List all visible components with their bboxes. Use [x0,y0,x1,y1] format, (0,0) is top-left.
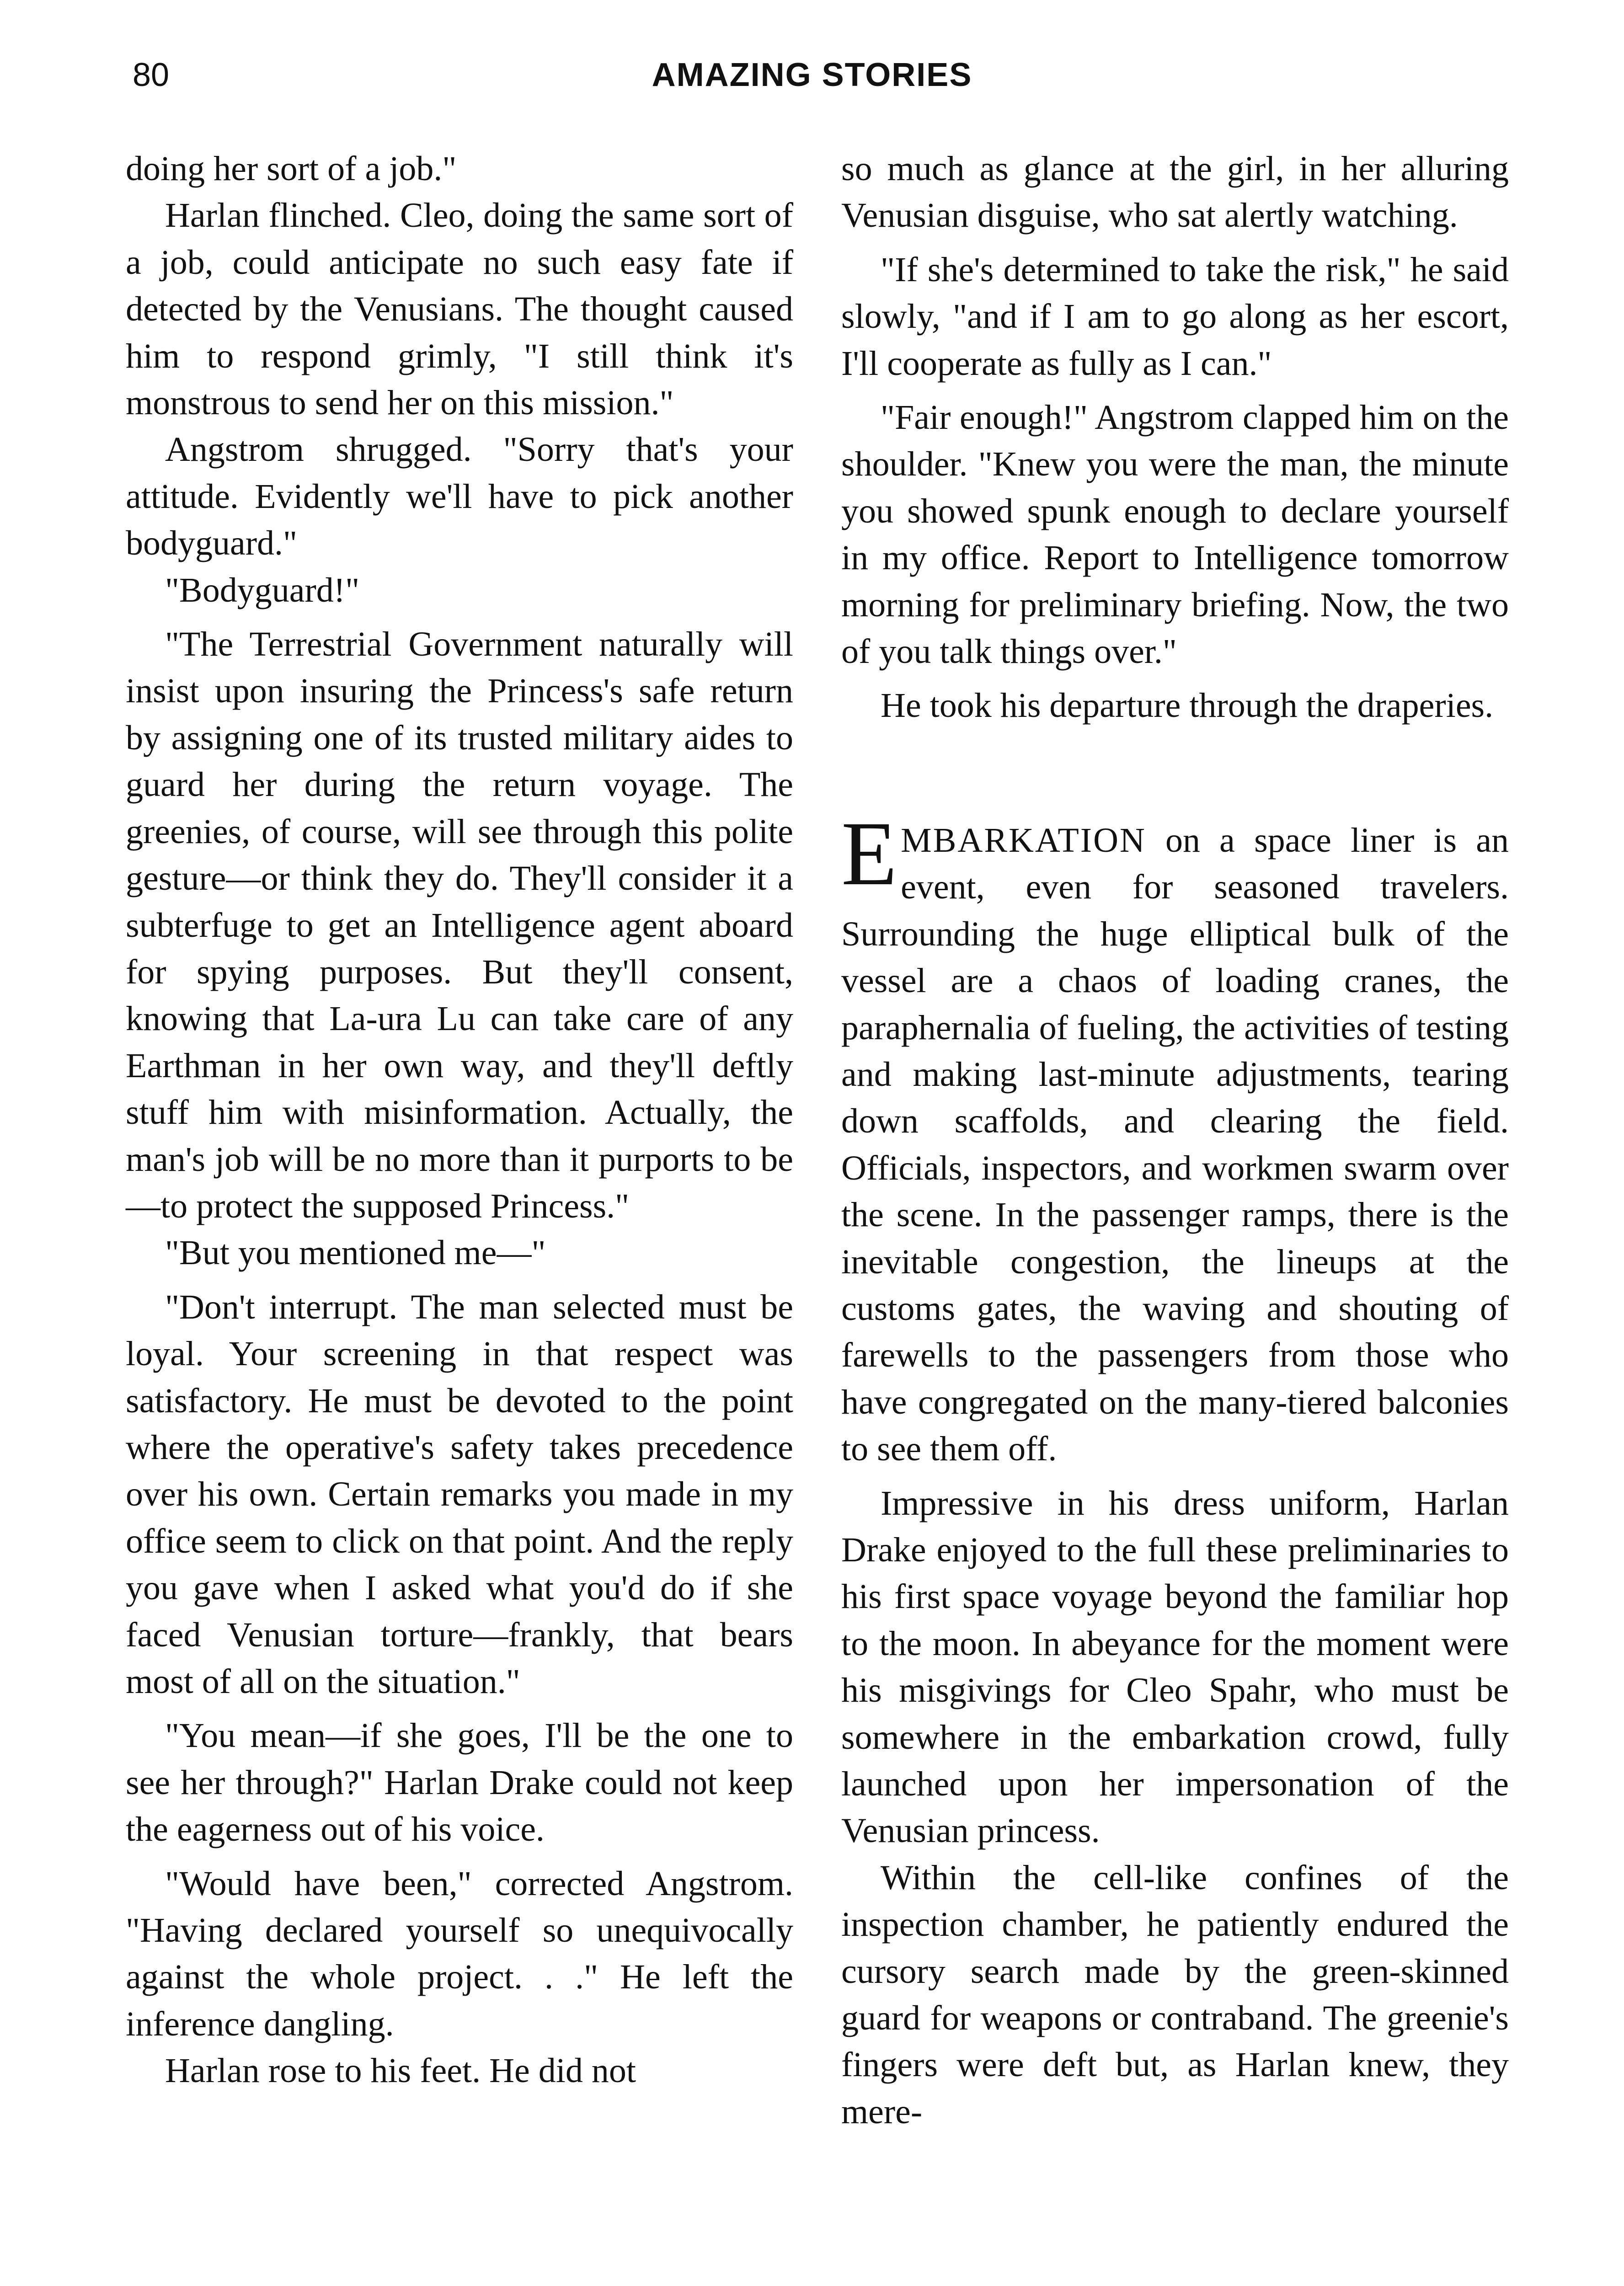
right-text-column [841,145,1509,2135]
paragraph: so much as glance at the girl, in her alluring Venusian disguise, who sat alertly watching. [841,150,1509,235]
paragraph: Harlan flinched. Cleo, doing the same sort of a job, could anticipate no such easy fate if detected by the Venusians. The thought caused him to respond grimly, "I still think it's monstrous to send her on this mission." [126,196,793,422]
paragraph: Angstrom shrugged. "Sorry that's your attitude. Evidently we'll have to pick another bodyguard." [126,430,793,563]
running-header-title: AMAZING STORIES [652,57,972,93]
paragraph: Harlan rose to his feet. He did not [165,2051,636,2090]
drop-cap-letter: E [841,803,897,904]
left-text-column [126,145,793,2094]
paragraph: "But you mentioned me—" [165,1234,546,1272]
section-opening-paragraph [841,803,1509,1473]
paragraph: "You mean—if she goes, I'll be the one to see her through?" Harlan Drake could not keep the eagerness out of his voice. [126,1716,793,1849]
paragraph: Within the cell-like confines of the inspection chamber, he patiently endured the cursory search made by the green-skinned guard for weapons or contraband. The greenie's fingers were deft but, as Harlan knew, they mere- [841,1858,1509,2131]
paragraph: "Fair enough!" Angstrom clapped him on the shoulder. "Knew you were the man, the minute you showed spunk enough to declare yourself in my office. Report to Intelligence tomorrow morning for preliminary briefing. Now, the two of you talk things over." [841,398,1509,671]
page-number: 80 [133,57,170,93]
paragraph: "If she's determined to take the risk," he said slowly, "and if I am to go along as her escort, I'll cooperate as fully as I can." [841,250,1509,383]
paragraph: He took his departure through the draperies. [881,686,1494,725]
paragraph: Impressive in his dress uniform, Harlan Drake enjoyed to the full these preliminaries to his first space voyage beyond the familiar hop to the moon. In abeyance for the moment were his misgivings for Cleo Spahr, who must be somewhere in the embarkation crowd, fully launched upon her impersonation of the Venusian princess. [841,1484,1509,1850]
paragraph: "Bodyguard!" [165,571,360,609]
section-lead-word: MBARKATION [901,821,1146,860]
paragraph: "The Terrestrial Government naturally will insist upon insuring the Princess's safe return by assigning one of its trusted military aides to guard her during the return voyage. The greenies, of course, will see through this polite gesture—or think they do. They'll consider it a subterfuge to get an Intelligence agent aboard for spying purposes. But they'll consent, knowing that La-ura Lu can take care of any Earthman in her own way, and they'll deftly stuff him with misinformation. Actually, the man's job will be no more than it purports to be —to protect the supposed Princess." [126,625,793,1225]
paragraph: doing her sort of a job." [126,150,457,188]
paragraph: "Would have been," corrected Angstrom. "Having declared yourself so unequivocally against the whole project. . ." He left the inference dangling. [126,1864,793,2043]
paragraph: "Don't interrupt. The man selected must be loyal. Your screening in that respect was satisfactory. He must be devoted to the point where the operative's safety takes precedence over his own. Certain remarks you made in my office seem to click on that point. And the reply you gave when I asked what you'd do if she faced Venusian torture—frankly, that bears most of all on the situation." [126,1287,793,1701]
section-opening-text: on a space liner is an event, even for seasoned travelers. Surrounding the huge elliptical bulk of the vessel are a chaos of loading cranes, the paraphernalia of fueling, the activities of testing and making last-minute adjustments, tearing down scaffolds, and clearing the field. Officials, inspectors, and workmen swarm over the scene. In the passenger ramps, there is the inevitable congestion, the lineups at the customs gates, the waving and shouting of farewells to the passengers from those who have congregated on the many-tiered balconies to see them off. [841,821,1509,1469]
